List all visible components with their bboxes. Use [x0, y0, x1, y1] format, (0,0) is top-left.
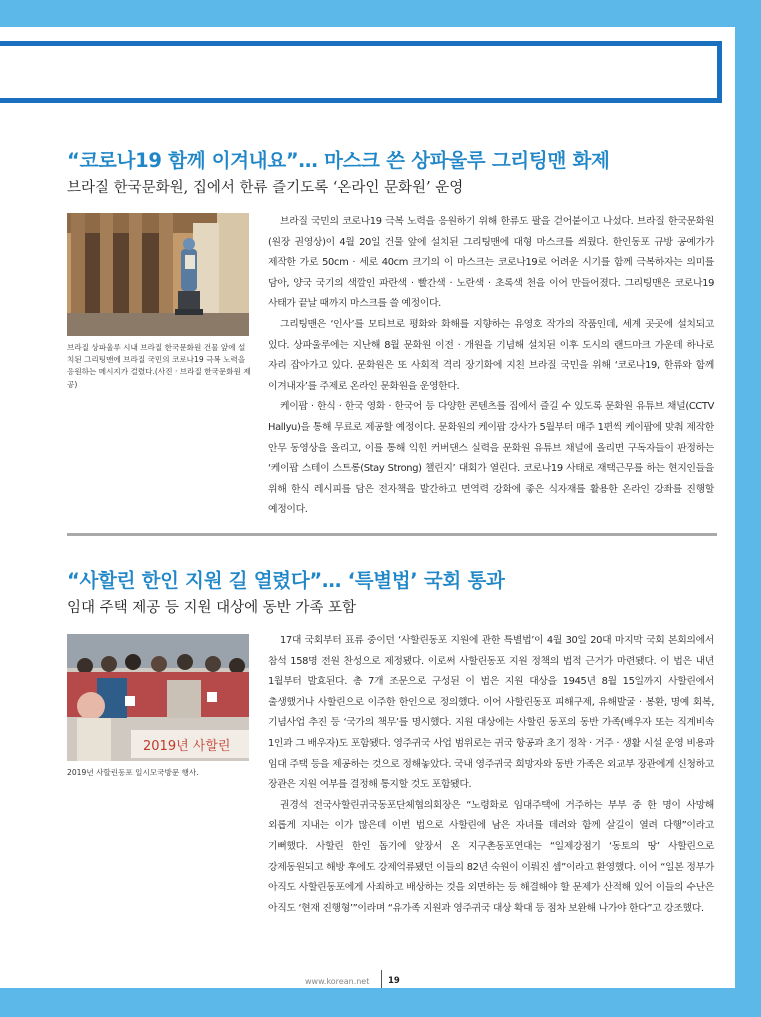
article2-body	[268, 631, 714, 919]
top-color-band	[0, 0, 761, 27]
footer-url: www.korean.net	[305, 977, 370, 986]
article1-photo-caption: 브라질 상파울루 시내 브라질 한국문화원 건물 앞에 설치된 그리팅맨에 브라질 국민의 코로나19 극복 노력을 응원하는 메시지가 걸렸다.(사진 · 브라질 한국문화원 제공)	[67, 343, 251, 389]
article1-headline: “코로나19 함께 이겨내요”… 마스크 쓴 상파울루 그리팅맨 화제	[67, 149, 610, 172]
article2-photo-caption: 2019년 사할린동포 일시모국방문 행사.	[67, 768, 199, 777]
article2-paragraph: 권경석 전국사할린귀국동포단체협의회장은 “노령화로 임대주택에 거주하는 부부 중 한 명이 사망해 외롭게 지내는 이가 많은데 이번 법으로 사할린에 남은 자녀를 데려와 함께 살길이 열려 다행”이라고 기뻐했다. 사할린 한인 돕기에 앞장서 온 지구촌동포연대는 “일제강점기 ‘동토의 땅’ 사할린으로 강제동원되고 해방 후에도 강제억류됐던 이들의 82년 숙원이 이뤄진 셈”이라고 환영했다. 이어 “일본 정부가 아직도 사할린동포에게 사죄하고 배상하는 것을 외면하는 등 해결해야 할 문제가 산적해 있어 이들의 수난은 아직도 ‘현재 진행형’”이라며 “유가족 지원과 영주귀국 대상 확대 등 점차 보완해 나가야 한다”고 강조했다.	[268, 799, 714, 914]
article1-body	[268, 212, 714, 521]
greetingman-photo-illustration	[67, 213, 249, 336]
bottom-color-band	[0, 988, 761, 1017]
article2-paragraph: 17대 국회부터 표류 중이던 ‘사할린동포 지원에 관한 특별법’이 4월 30일 20대 마지막 국회 본회의에서 참석 158명 전원 찬성으로 제정됐다. 이로써 사할린동포 지원 정책의 법적 근거가 마련됐다. 이 법은 내년 1월부터 발효된다. 총 7개 조문으로 구성된 이 법은 지원 대상을 1945년 8월 15일까지 사할린에서 출생했거나 사할린으로 이주한 한인으로 정의했다. 이어 사할린동포 피해구제, 유해발굴 · 봉환, 명예 회복, 기념사업 추진 등 ‘국가의 책무’를 명시했다. 지원 대상에는 사할린 동포의 동반 가족(배우자 또는 직계비속 1인과 그 배우자)도 포함됐다. 영주귀국 사업 범위로는 귀국 항공과 초기 정착 · 거주 · 생활 시설 운영 비용과 임대 주택 등을 제공하는 것으로 정해놓았다. 국내 영주귀국 희망자와 동반 가족은 외교부 장관에게 신청하고 장관은 지원 여부를 결정해 통지할 것도 포함됐다.	[268, 635, 714, 791]
article1-paragraph: 그리팅맨은 ‘인사’를 모티브로 평화와 화해를 지향하는 유영호 작가의 작품인데, 세계 곳곳에 설치되고 있다. 상파울루에는 지난해 8월 문화원 이전 · 개원을 기념해 설치된 이후 도시의 랜드마크 가운데 하나로 자리 잡아가고 있다. 문화원은 또 사회적 격리 장기화에 지친 브라질 국민을 위해 ‘코로나19, 한류와 함께 이겨내자’를 주제로 온라인 문화원을 운영한다.	[268, 318, 714, 392]
banner-text: 2019년 사할린	[143, 739, 231, 754]
article1-paragraph: 브라질 국민의 코로나19 극복 노력을 응원하기 위해 한류도 팔을 걷어붙이고 나섰다. 브라질 한국문화원(원장 권영상)이 4월 20일 건물 앞에 설치된 그리팅맨에 대형 마스크를 씌웠다. 한인동포 규방 공예가가 제작한 가로 50cm · 세로 40cm 크기의 이 마스크는 코로나19로 어려운 시기를 함께 극복하자는 의미를 담아, 양국 국기의 색깔인 파란색 · 빨간색 · 노란색 · 초록색 천을 이어 만들어졌다. 그리팅맨은 코로나19 사태가 끝날 때까지 마스크를 쓸 예정이다.	[268, 216, 714, 310]
sakhalin-visit-photo-illustration	[67, 634, 249, 761]
sakhalin-visit-photo	[67, 634, 249, 761]
article1-paragraph: 케이팝 · 한식 · 한국 영화 · 한국어 등 다양한 콘텐츠를 집에서 즐길 수 있도록 문화원 유튜브 채널(CCTV Hallyu)을 통해 무료로 제공할 예정이다. 문화원의 케이팝 강사가 5월부터 매주 1편씩 케이팝에 맞춰 제작한 안무 동영상을 올리고, 이를 통해 익힌 커버댄스 실력을 문화원 유튜브 채널에 올리면 구독자들이 판정하는 ‘케이팝 스테이 스트롱(Stay Strong) 챌린지’ 대회가 열린다. 코로나19 사태로 재택근무를 하는 현지인들을 위해 한식 레시피를 담은 전자책을 발간하고 면역력 강화에 좋은 식자재를 활용한 온라인 강좌를 진행할 예정이다.	[268, 401, 714, 516]
greetingman-photo	[67, 213, 249, 336]
section-header-box	[0, 41, 722, 103]
article-divider	[67, 533, 717, 536]
right-color-band	[735, 0, 761, 1017]
article1-subhead: 브라질 한국문화원, 집에서 한류 즐기도록 ‘온라인 문화원’ 운영	[67, 180, 464, 196]
article2-headline: “사할린 한인 지원 길 열렸다”… ‘특별법’ 국회 통과	[67, 569, 505, 592]
page-number: 19	[388, 976, 400, 986]
article2-subhead: 임대 주택 제공 등 지원 대상에 동반 가족 포함	[67, 600, 356, 616]
